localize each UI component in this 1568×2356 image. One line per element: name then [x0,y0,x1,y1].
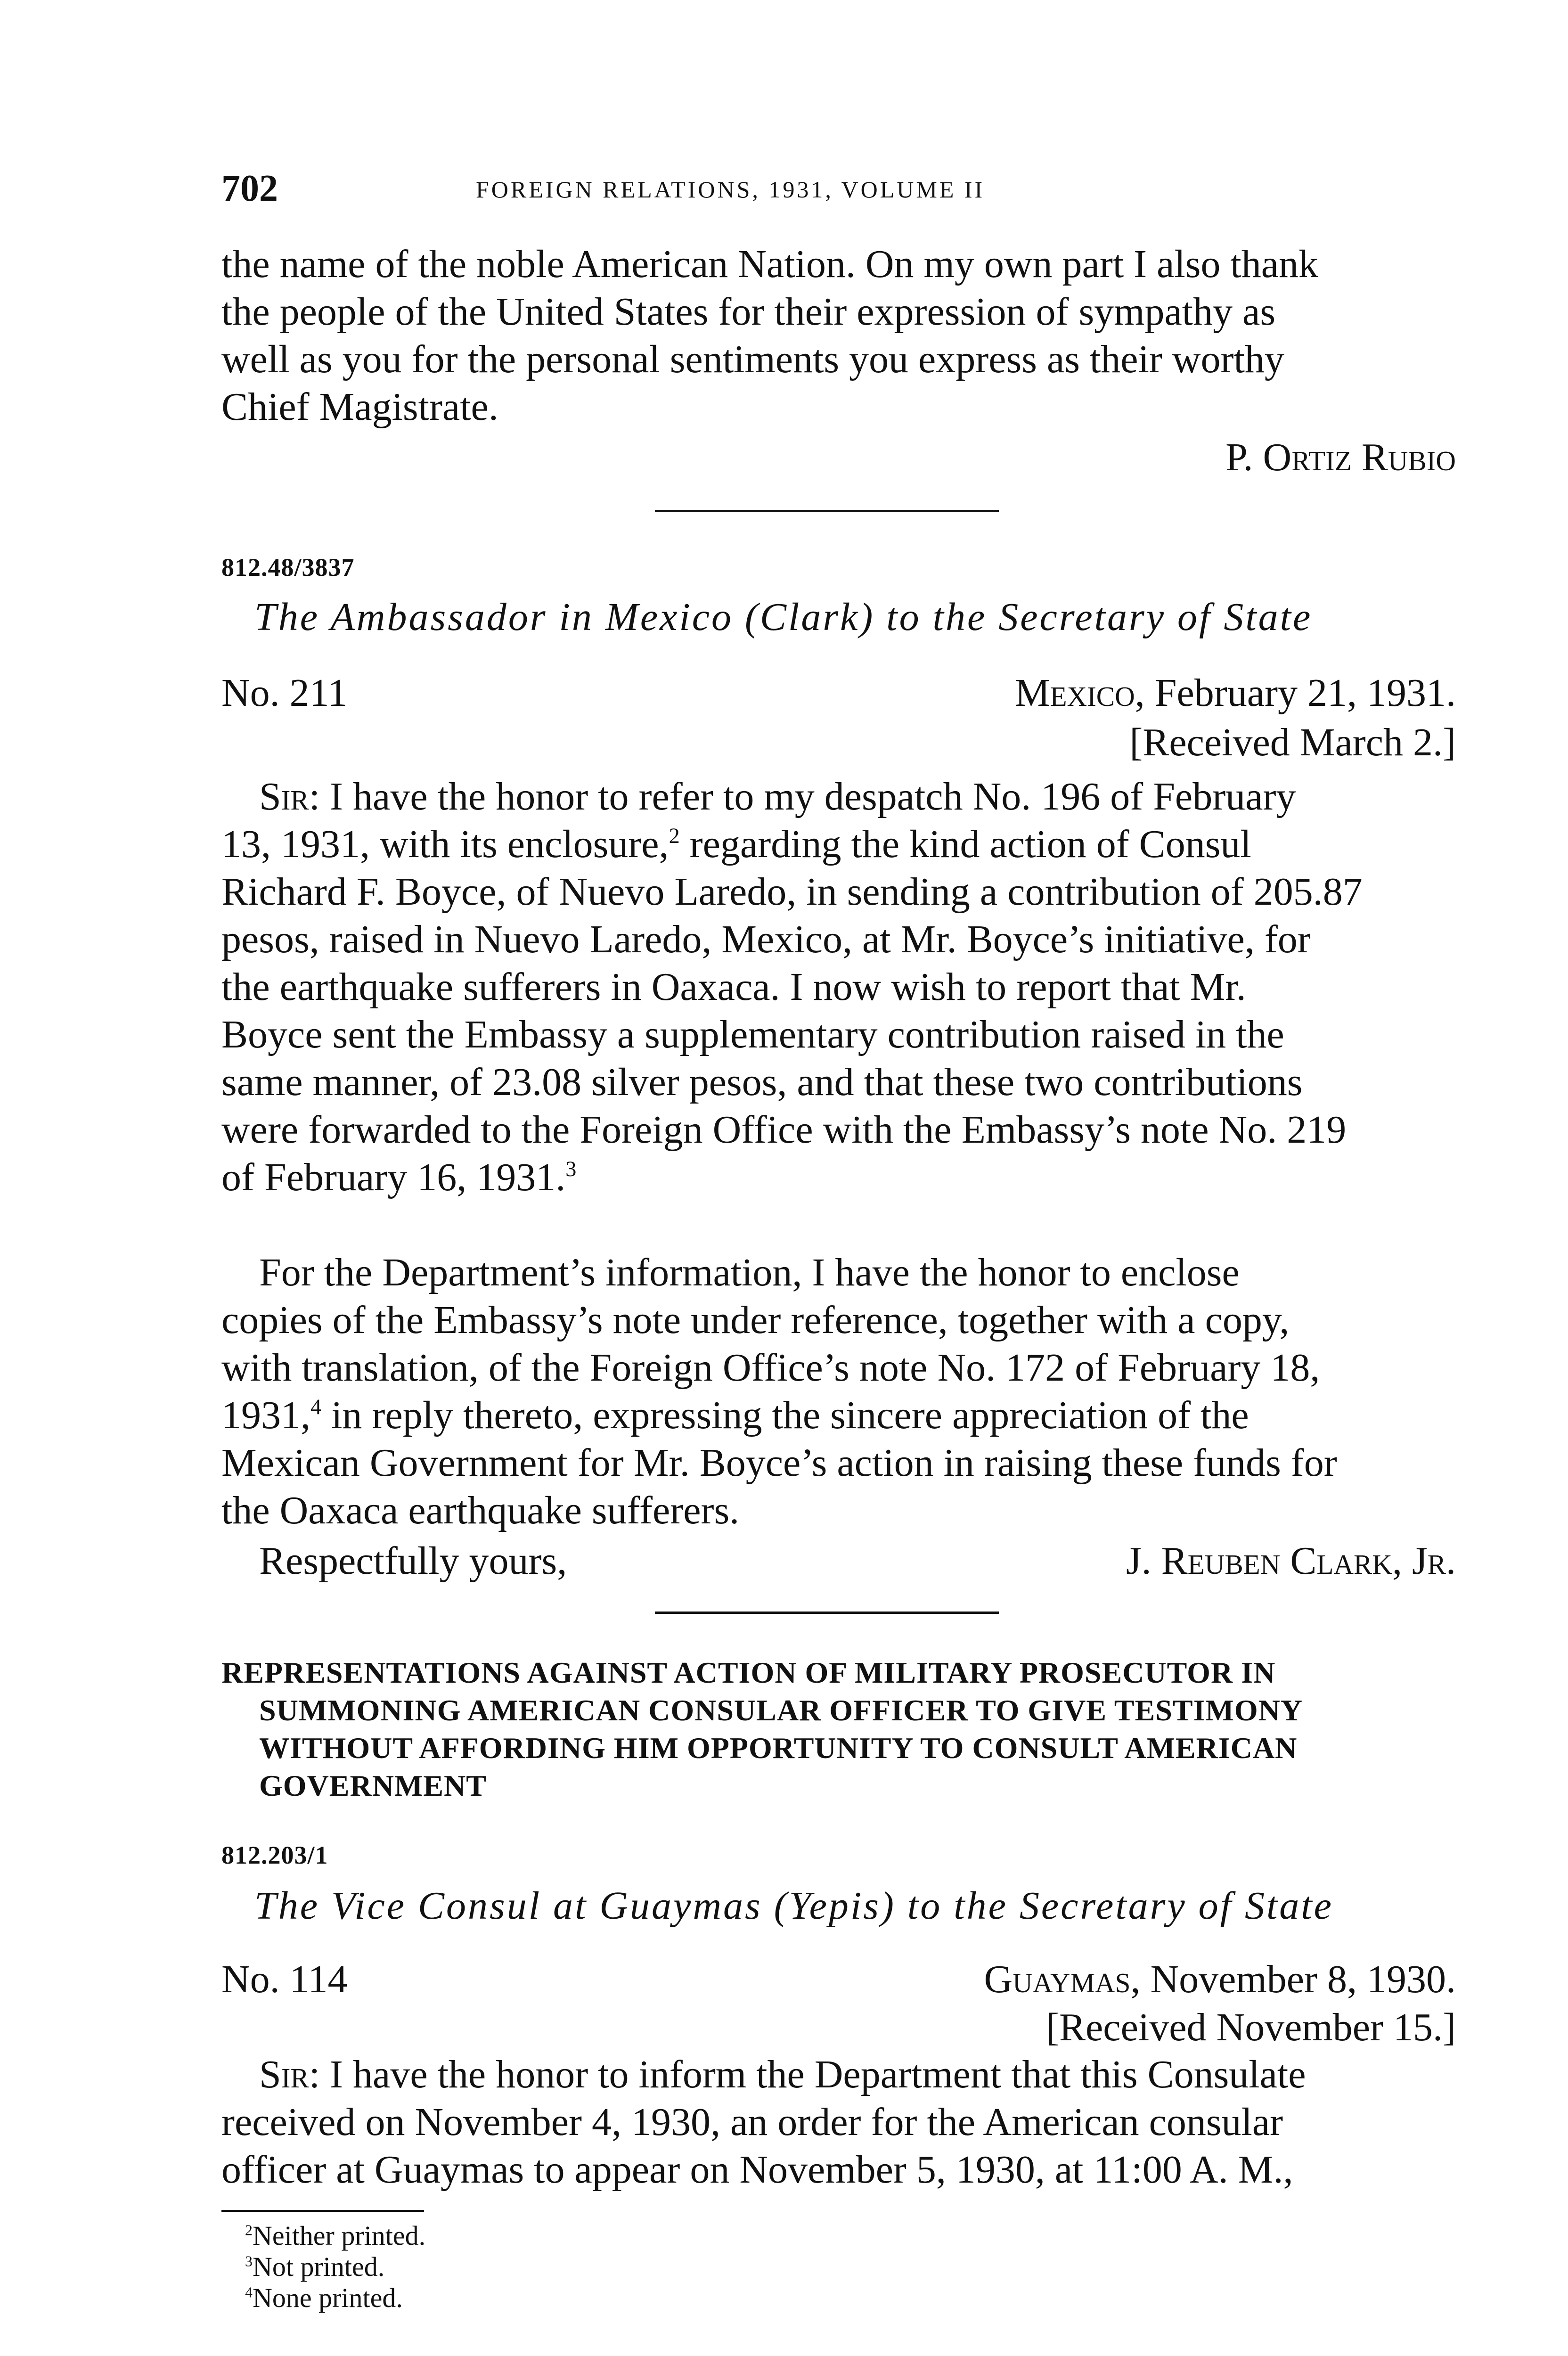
received-date: [Received March 2.] [1129,720,1456,764]
text-line: the earthquake sufferers in Oaxaca. I now wish to report that Mr. [221,965,1246,1009]
text-line: Boyce sent the Embassy a supplementary contribution raised in the [221,1013,1284,1056]
divider-rule [655,1612,999,1614]
text-line: copies of the Embassy’s note under reference, together with a copy, [221,1298,1290,1342]
body-paragraph-3 [221,2051,1456,2193]
text-line: Chief Magistrate. [221,385,498,429]
text-line: Sir: I have the honor to inform the Department that this Consulate [259,2053,1306,2096]
place: Mexico [1014,671,1135,715]
date: , February 21, 1931. [1135,671,1456,715]
text-line: the name of the noble American Nation. On my own part I also thank [221,242,1319,286]
received-date: [Received November 15.] [1046,2005,1456,2049]
text-line: 1931,$^4$ in reply thereto, expressing the sincere appreciation of the [221,1393,1249,1437]
text-line: Sir: I have the honor to refer to my despatch No. 196 of February [259,775,1296,818]
signature-ortiz-rubio: P. Ortiz Rubio [1225,435,1456,479]
text-line: 13, 1931, with its enclosure,$^2$ regarding the kind action of Consul [221,822,1251,866]
despatch-number: No. 211 [221,671,348,715]
text-line: Richard F. Boyce, of Nuevo Laredo, in sending a contribution of 205.87 [221,870,1363,914]
continuation-paragraph [221,240,1456,431]
place-date [984,1955,1456,2003]
section-title-line: WITHOUT AFFORDING HIM OPPORTUNITY TO CONSULT AMERICAN [259,1731,1298,1765]
footnote: $^3$Not printed. [245,2251,385,2282]
text-line: with translation, of the Foreign Office’s note No. 172 of February 18, [221,1346,1320,1390]
document-heading: The Vice Consul at Guaymas (Yepis) to the Secretary of State [254,1884,1333,1928]
despatch-number: No. 114 [221,1957,348,2001]
text-line: pesos, raised in Nuevo Laredo, Mexico, at Mr. Boyce’s initiative, for [221,917,1311,961]
text-line: the people of the United States for their expression of sympathy as [221,290,1276,334]
section-title-line: REPRESENTATIONS AGAINST ACTION OF MILITARY PROSECUTOR IN [221,1656,1276,1689]
section-title-line: GOVERNMENT [259,1769,487,1802]
footnote-rule [221,2210,424,2212]
footnote-ref: 2 [669,823,680,848]
text-line: were forwarded to the Foreign Office with the Embassy’s note No. 219 [221,1108,1347,1152]
section-title-line: SUMMONING AMERICAN CONSULAR OFFICER TO GIVE TESTIMONY [259,1693,1303,1727]
footnote: $^2$Neither printed. [245,2220,426,2251]
place-date [1015,669,1456,717]
page-number: 702 [221,168,278,209]
salutation: Sir [259,2053,309,2096]
document-heading: The Ambassador in Mexico (Clark) to the Secretary of State [254,595,1313,639]
footnote: $^4$None printed. [245,2282,403,2313]
file-number: 812.203/1 [221,1841,328,1869]
text-line: the Oaxaca earthquake sufferers. [221,1489,740,1532]
signature-clark: J. Reuben Clark, Jr. [1126,1539,1456,1583]
page-header [221,165,1456,217]
text-line: received on November 4, 1930, an order for the American consular [221,2100,1283,2144]
footnote-ref: 4 [310,1394,322,1419]
text-line: For the Department’s information, I have the honor to enclose [259,1251,1240,1294]
file-number: 812.48/3837 [221,553,355,581]
text-line: same manner, of 23.08 silver pesos, and that these two contributions [221,1060,1303,1104]
text-line: well as you for the personal sentiments you express as their worthy [221,337,1284,381]
text-line: officer at Guaymas to appear on November 5, 1930, at 11:00 A. M., [221,2148,1293,2192]
body-paragraph-1 [221,773,1456,1201]
running-title: FOREIGN RELATIONS, 1931, VOLUME II [476,176,985,203]
divider-rule [655,510,999,512]
place: Guaymas [984,1957,1131,2001]
date: , November 8, 1930. [1130,1957,1456,2001]
closing: Respectfully yours, [259,1539,567,1583]
body-paragraph-2 [221,1249,1456,1534]
text-line: Mexican Government for Mr. Boyce’s action in raising these funds for [221,1441,1337,1485]
footnote-ref: 3 [565,1156,577,1181]
text-line: of February 16, 1931.$^3$ [221,1155,577,1199]
section-title [221,1654,1456,1805]
footnotes [245,2220,425,2314]
salutation: Sir [259,775,309,818]
